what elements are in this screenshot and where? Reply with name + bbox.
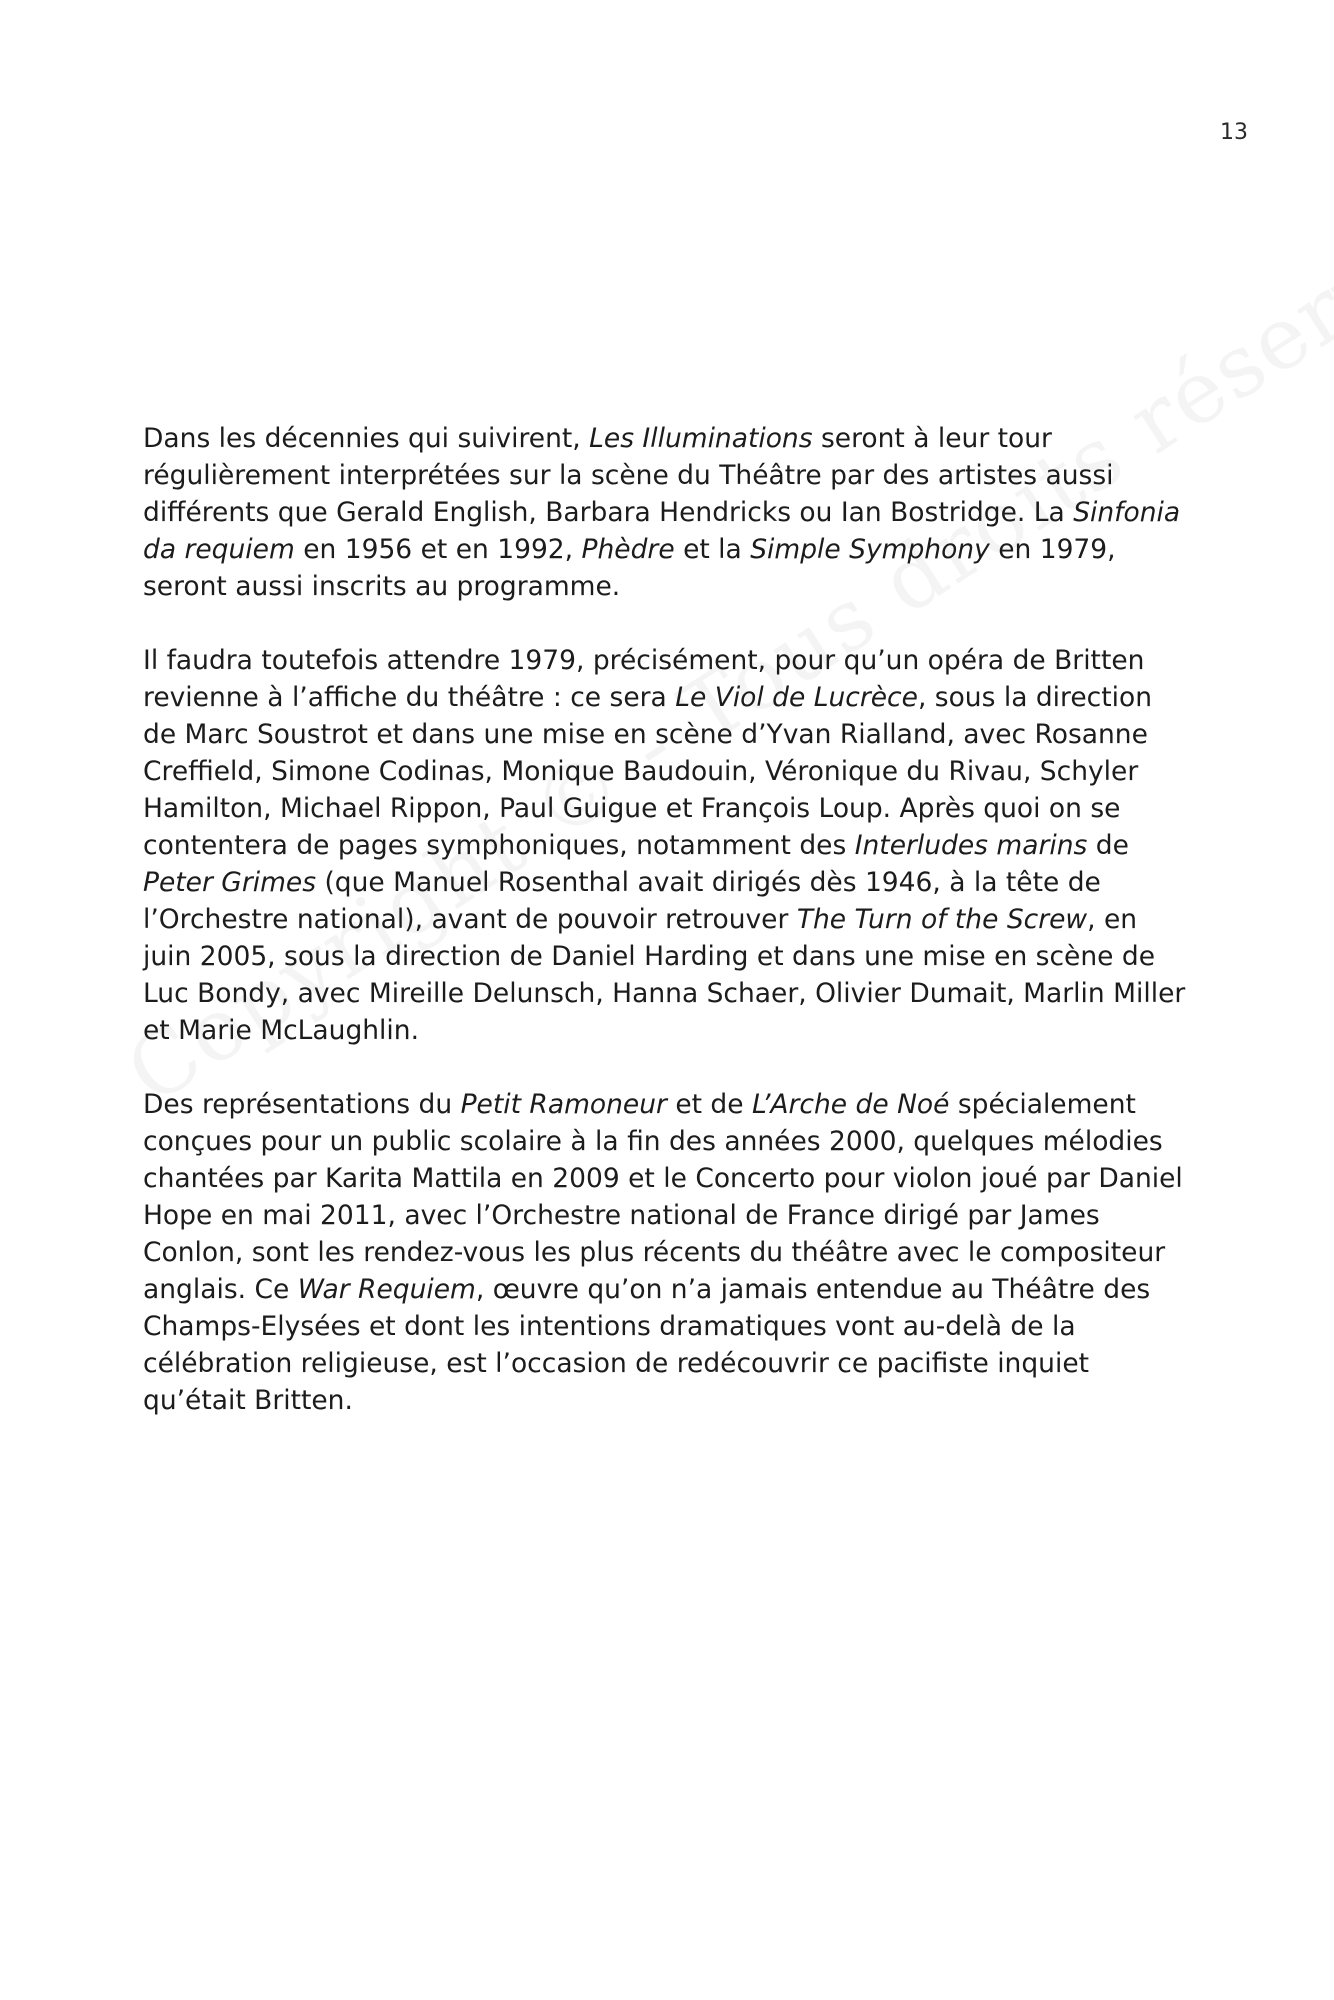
italic-title: Phèdre bbox=[581, 534, 675, 565]
italic-title: Petit Ramoneur bbox=[460, 1089, 667, 1120]
text-segment: Il faudra toutefois attendre 1979, précisément, pour qu’un opéra de Britten revienne à l’affiche du théâtre : ce sera bbox=[143, 645, 1145, 713]
italic-title: The Turn of the Screw bbox=[796, 904, 1088, 935]
italic-title: L’Arche de Noé bbox=[751, 1089, 950, 1120]
italic-title: Interludes marins bbox=[854, 830, 1088, 861]
paragraph-1 bbox=[143, 420, 1193, 605]
text-segment: seront à leur tour régulièrement interprétées sur la scène du Théâtre par des artistes aussi différents que Gerald English, Barbara Hendricks ou Ian Bostridge. La bbox=[143, 423, 1114, 528]
text-segment: (que Manuel Rosenthal avait dirigés dès 1946, à la tête de l’Orchestre national), avant de pouvoir retrouver bbox=[143, 867, 1101, 935]
text-segment: en 1956 et en 1992, bbox=[294, 534, 582, 565]
text-segment: et la bbox=[674, 534, 751, 565]
text-segment: Dans les décennies qui suivirent, bbox=[143, 423, 590, 454]
italic-title: Peter Grimes bbox=[143, 867, 317, 898]
paragraph-3 bbox=[143, 1086, 1193, 1419]
page-number: 13 bbox=[1220, 120, 1248, 145]
text-segment: , en juin 2005, sous la direction de Daniel Harding et dans une mise en scène de Luc Bondy, avec Mireille Delunsch, Hanna Schaer, Olivier Dumait, Marlin Miller et Marie McLaughlin. bbox=[143, 904, 1186, 1046]
italic-title: Simple Symphony bbox=[750, 534, 990, 565]
italic-title: War Requiem bbox=[297, 1274, 476, 1305]
text-segment: , œuvre qu’on n’a jamais entendue au Théâtre des Champs-Elysées et dont les intentions dramatiques vont au-delà de la célébration religieuse, est l’occasion de redécouvrir ce pacifiste inquiet qu’était Britten. bbox=[143, 1274, 1151, 1416]
italic-title: Les Illuminations bbox=[589, 423, 813, 454]
text-segment: de bbox=[1087, 830, 1129, 861]
italic-title: Le Viol de Lucrèce bbox=[675, 682, 918, 713]
text-segment: , sous la direction de Marc Soustrot et dans une mise en scène d’Yvan Rialland, avec Rosanne Creffield, Simone Codinas, Monique Baudouin, Véronique du Rivau, Schyler Hamilton, Michael Rippon, Paul Guigue et François Loup. Après quoi on se contentera de pages symphoniques, notamment des bbox=[143, 682, 1152, 861]
paragraph-2 bbox=[143, 642, 1193, 1049]
italic-title: Sinfonia da requiem bbox=[143, 497, 1181, 565]
article-body bbox=[143, 420, 1193, 1456]
text-segment: en 1979, seront aussi inscrits au programme. bbox=[143, 534, 1116, 602]
text-segment: et de bbox=[666, 1089, 752, 1120]
text-segment: Des représentations du bbox=[143, 1089, 461, 1120]
text-segment: spécialement conçues pour un public scolaire à la fin des années 2000, quelques mélodies chantées par Karita Mattila en 2009 et le Concerto pour violon joué par Daniel Hope en mai 2011, avec l’Orchestre national de France dirigé par James Conlon, sont les rendez-vous les plus récents du théâtre avec le compositeur anglais. Ce bbox=[143, 1089, 1183, 1305]
